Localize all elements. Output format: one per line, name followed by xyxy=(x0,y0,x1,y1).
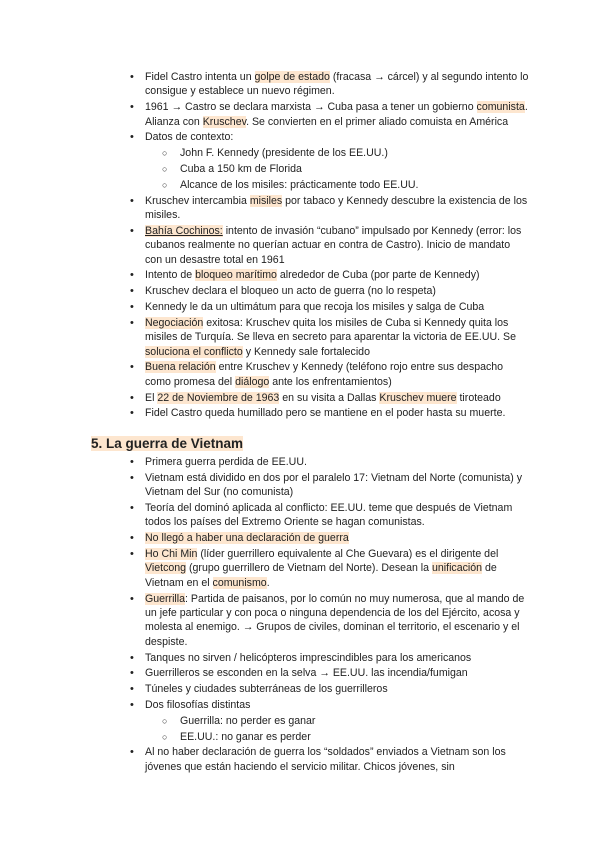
text-run: . Se convierten en el primer aliado comuista en América xyxy=(246,115,509,128)
highlighted-text: bloqueo marítimo xyxy=(195,269,277,282)
text-run: exitosa: Kruschev quita los misiles de Cuba si Kennedy quita los misiles de Turquía. Se lleva en secreto para aparentar la victoria de EE.UU. Se xyxy=(145,316,516,344)
text-run: alrededor de Cuba (por parte de Kennedy) xyxy=(276,269,480,282)
list-item xyxy=(145,360,530,389)
list-item xyxy=(145,316,530,359)
text-run: Kruschev declara el bloqueo un acto de guerra (no lo respeta) xyxy=(145,285,436,298)
text-run: John F. Kennedy (presidente de los EE.UU.) xyxy=(180,147,388,160)
list-item xyxy=(145,194,530,223)
list-item xyxy=(145,130,530,144)
text-run: tiroteado xyxy=(456,391,501,404)
text-run: Vietnam está dividido en dos por el paralelo 17: Vietnam del Norte (comunista) y Vietnam del Sur (no comunista) xyxy=(145,471,523,499)
text-run: Alcance de los misiles: prácticamente todo EE.UU. xyxy=(180,178,419,191)
list-item xyxy=(145,406,530,420)
highlighted-text: Kruschev muere xyxy=(379,391,457,404)
highlighted-text: soluciona el conflicto xyxy=(145,345,243,358)
highlighted-text: Negociación xyxy=(145,316,204,329)
highlighted-text: golpe de estado xyxy=(254,71,330,83)
text-run: y Kennedy sale fortalecido xyxy=(242,345,370,358)
text-run: (líder guerrillero equivalente al Che Guevara) es el dirigente del xyxy=(197,548,499,560)
vietnam-bullet-list xyxy=(145,455,530,776)
text-run: . xyxy=(266,576,270,589)
list-item xyxy=(145,284,530,298)
text-run: Primera guerra perdida de EE.UU. xyxy=(145,456,307,468)
highlighted-text: Buena relación xyxy=(145,361,216,374)
highlighted-text: comunista xyxy=(476,101,525,114)
text-run: Fidel Castro queda humillado pero se mantiene en el poder hasta su muerte. xyxy=(145,407,506,420)
text-run: Túneles y ciudades subterráneas de los guerrilleros xyxy=(145,683,388,696)
highlighted-text: Ho Chi Min xyxy=(145,548,198,560)
list-item xyxy=(145,391,530,405)
text-run: ante los enfrentamientos) xyxy=(269,375,392,388)
list-item xyxy=(145,70,530,99)
text-run: Guerrilleros se esconden en la selva → EE.UU. las incendia/fumigan xyxy=(145,667,468,680)
text-run: EE.UU.: no ganar es perder xyxy=(180,730,311,743)
list-item xyxy=(145,698,530,712)
sub-list-item xyxy=(145,146,530,160)
text-run: por tabaco y Kennedy descubre la existencia de los misiles. xyxy=(145,194,528,221)
list-item xyxy=(145,592,530,650)
highlighted-text: Kruschev xyxy=(202,115,247,128)
text-run: Fidel Castro intenta un xyxy=(145,71,255,83)
text-run: intento de invasión “cubano” impulsado por Kennedy (error: los cubanos realmente no querían actuar en contra de Castro). Inicio de mandato con un desastre total en 1961 xyxy=(145,224,522,266)
text-run: . Alianza con xyxy=(145,101,528,128)
text-run: 1961 → Castro se declara marxista → Cuba pasa a tener un gobierno xyxy=(145,101,477,114)
list-item xyxy=(145,666,530,680)
text-run: Intento de xyxy=(145,269,196,282)
sub-list-item xyxy=(145,730,530,744)
section-heading-text: 5. La guerra de Vietnam xyxy=(91,436,244,451)
list-item xyxy=(145,268,530,282)
text-run: El xyxy=(145,391,158,404)
list-item xyxy=(145,300,530,314)
text-run: Datos de contexto: xyxy=(145,131,234,144)
highlighted-text: Bahía Cochinos: xyxy=(145,224,223,237)
text-run: en su visita a Dallas xyxy=(279,391,380,404)
highlighted-text: comunismo xyxy=(212,576,267,589)
text-run: Cuba a 150 km de Florida xyxy=(180,163,302,175)
sub-list-item xyxy=(145,162,530,176)
text-run: Al no haber declaración de guerra los “soldados” enviados a Vietnam son los jóvenes que están haciendo el servicio militar. Chicos jóvenes, sin xyxy=(145,746,506,773)
list-item xyxy=(145,531,530,545)
section-heading xyxy=(91,435,243,452)
text-run: Dos filosofías distintas xyxy=(145,699,251,712)
highlighted-text: diálogo xyxy=(235,375,270,388)
highlighted-text: Guerrilla xyxy=(145,592,186,605)
list-item xyxy=(145,547,530,590)
sub-list-item xyxy=(145,714,530,728)
list-item xyxy=(145,455,530,469)
highlighted-text: 22 de Noviembre de 1963 xyxy=(157,391,280,404)
list-item xyxy=(145,224,530,267)
text-run: (grupo guerrillero de Vietnam del Norte). Desean la xyxy=(186,562,432,575)
text-run: de Vietnam en el xyxy=(145,562,497,589)
list-item xyxy=(145,471,530,500)
sub-list-item xyxy=(145,178,530,192)
highlighted-text: unificación xyxy=(432,562,483,575)
text-run: : Partida de paisanos, por lo común no muy numerosa, que al mando de un jefe particular y con poca o ninguna dependencia de los del Ejército, acosa y molesta al enemigo. → Grupos de civiles, dominan el territorio, el escenario y el despiste. xyxy=(145,592,525,648)
list-item xyxy=(145,651,530,665)
list-item xyxy=(145,682,530,696)
text-run: Guerrilla: no perder es ganar xyxy=(180,714,316,727)
highlighted-text: No llegó a haber una declaración de guerra xyxy=(145,532,349,545)
text-run: Tanques no sirven / helicópteros imprescindibles para los americanos xyxy=(145,651,472,664)
list-item xyxy=(145,745,530,774)
text-run: entre Kruschev y Kennedy (teléfono rojo entre sus despacho como promesa del xyxy=(145,361,504,388)
list-item xyxy=(145,501,530,530)
castro-cuba-bullet-list xyxy=(145,70,530,422)
highlighted-text: misiles xyxy=(249,194,283,207)
highlighted-text: Vietcong xyxy=(145,562,187,575)
text-run: (fracasa → cárcel) y al segundo intento lo consigue y establece un nuevo régimen. xyxy=(145,71,529,98)
list-item xyxy=(145,100,530,129)
text-run: Teoría del dominó aplicada al conflicto: EE.UU. teme que después de Vietnam todos los países del Extremo Oriente se hagan comunistas. xyxy=(145,502,513,529)
text-run: Kruschev intercambia xyxy=(145,194,250,207)
text-run: Kennedy le da un ultimátum para que recoja los misiles y salga de Cuba xyxy=(145,301,485,313)
